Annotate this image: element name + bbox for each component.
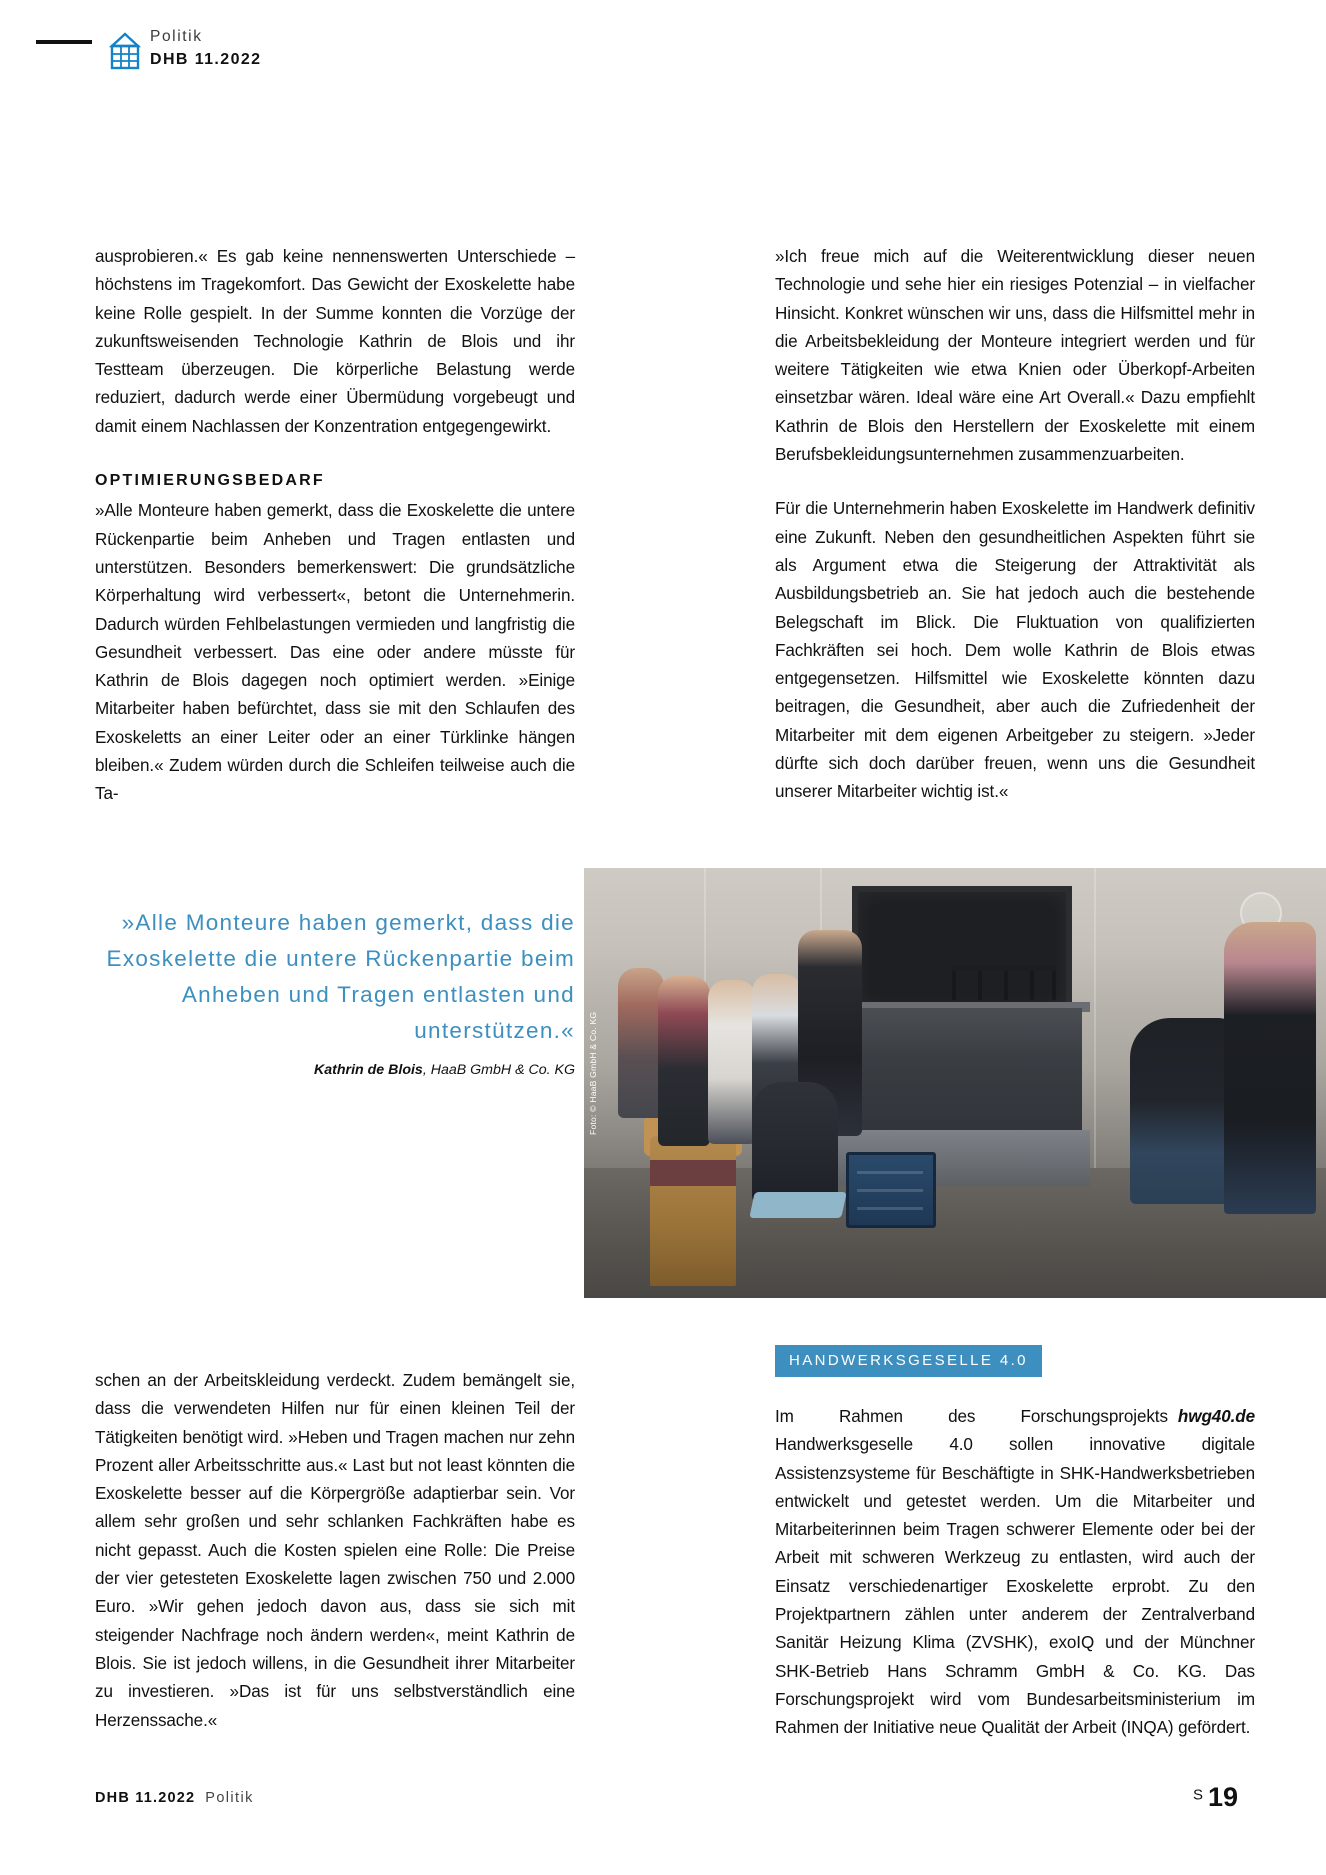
person-crouching [752, 1082, 838, 1204]
pull-quote [95, 905, 575, 1078]
person-standing-right [1224, 922, 1316, 1214]
chair-seat [650, 1160, 736, 1186]
floor-mat [749, 1192, 847, 1218]
infobox-link[interactable]: hwg40.de [1177, 1407, 1255, 1426]
footer-page-prefix: S [1192, 1786, 1204, 1804]
infobox-title: HANDWERKSGESELLE 4.0 [775, 1345, 1042, 1377]
infobox-body [775, 1403, 1255, 1743]
paragraph: »Ich freue mich auf die Weiterentwicklung dieser neuen Technologie und sehe hier ein riesiges Potenzial – in vielfacher Hinsicht. Konkret wünschen wir uns, dass die Hilfsmittel mehr in die Arbeitsbekleidung der Monteure integriert werden und für weitere Tätigkeiten wie etwa Knien oder Überkopf-Arbeiten einsetzbar wären. Ideal wäre eine Art Overall.« Dazu empfiehlt Kathrin de Blois den Herstellern der Exoskelette mit einem Berufsbekleidungsunternehmen zusammenzuarbeiten. [775, 247, 1255, 465]
pull-quote-text: »Alle Monteure haben gemerkt, dass die Exoskelette die untere Rückenpartie beim Anheben und Tragen entlasten und unterstützen.« [106, 910, 575, 1043]
infobox-text: Im Rahmen des Forschungsprojekts Handwerksgeselle 4.0 sollen innovative digitale Assistenzsysteme für Beschäftigte in SHK-Handwerksbetrieben entwickelt und getestet werden. Um die Mitarbeiter und Mitarbeiterinnen beim Tragen schwerer Elemente oder bei der Arbeit mit schweren Werkzeug zu entlasten, wird auch der Einsatz verschiedenartiger Exoskelette erprobt. Zu den Projektpartnern zählen unter anderem der Zentralverband Sanitär Heizung Klima (ZVSHK), exoIQ und der Münchner SHK-Betrieb Hans Schramm GmbH & Co. KG. Das Forschungsprojekt wird vom Bundesarbeitsministerium im Rahmen der Initiative neue Qualität der Arbeit (INQA) gefördert. [775, 1407, 1255, 1738]
person [708, 980, 756, 1144]
page-header [0, 0, 1326, 110]
footer-left [95, 1790, 254, 1806]
factory-icon [108, 30, 142, 72]
header-texts [150, 28, 261, 69]
paragraph: schen an der Arbeitskleidung verdeckt. Zudem bemängelt sie, dass die verwendeten Hilfen nur für einen kleinen Teil der Tätigkeiten benötigt wird. »Heben und Tragen machen nur zehn Prozent aller Arbeitsschritte aus.« Last but not least könnten die Exoskelette besser auf die Körpergröße adaptierbar sein. Vor allem sehr großen und sehr schlanken Fachkräften habe es nicht gepasst. Auch die Kosten spielen eine Rolle: Die Preise der vier getesteten Exoskelette lagen zwischen 750 und 2.000 Euro. »Wir gehen jedoch davon aus, dass sie sich mit steigender Nachfrage noch ändern werden«, meint Kathrin de Blois. Sie ist jedoch willens, in die Gesundheit ihrer Mitarbeiter zu investieren. »Das ist für uns selbstverständlich eine Herzenssache.« [95, 1371, 575, 1730]
footer-page-number: 19 [1207, 1782, 1238, 1812]
wooden-chair [650, 1136, 736, 1286]
footer-right [1193, 1782, 1238, 1813]
wall-seam [1094, 868, 1096, 1168]
footer-section: Politik [205, 1790, 254, 1806]
header-issue: DHB 11.2022 [150, 51, 262, 68]
pull-quote-affiliation: , HaaB GmbH & Co. KG [422, 1062, 575, 1078]
paragraph: Für die Unternehmerin haben Exoskelette im Handwerk definitiv eine Zukunft. Neben den gesundheitlichen Aspekten führt sie als Argument etwa die Steigerung der Attraktivität als Ausbildungsbetrieb an. Sie hat jedoch auch die bestehende Belegschaft im Blick. Die Fluktuation von qualifizierten Fachkräften sei hoch. Dem wolle Kathrin de Blois etwas entgegensetzen. Hilfsmittel wie Exoskelette könnten dazu beitragen, die Gesundheit, aber auch die Zufriedenheit der Mitarbeiter mit dem eigenen Arbeitgeber zu steigern. »Jeder dürfte sich doch darüber freuen, wenn uns die Gesundheit unserer Mitarbeiter wichtig ist.« [775, 499, 1255, 802]
paragraph: »Alle Monteure haben gemerkt, dass die Exoskelette die untere Rückenpartie beim Anheben und Tragen entlasten und unterstützen. Besonders bemerkenswert: Die grundsätzliche Körperhaltung wird verbessert«, betont die Unternehmerin. Dadurch würden Fehlbelastungen vermieden und langfristig die Gesundheit verbessert. Das eine oder andere müsste für Kathrin de Blois dagegen noch optimiert werden. »Einige Mitarbeiter haben befürchtet, dass sie mit den Schlaufen des Exoskeletts an einer Leiter oder an einer Türklinke hängen bleiben.« Zudem würden durch die Schleifen teilweise auch die Ta- [95, 501, 575, 804]
footer-issue: DHB 11.2022 [95, 1790, 196, 1806]
article-column-top-left [95, 243, 575, 809]
workbench-cabinet [834, 1008, 1082, 1134]
article-column-bottom-left [95, 1367, 575, 1735]
article-photo [584, 868, 1326, 1298]
carrying-crate [846, 1152, 936, 1228]
pull-quote-attribution [95, 1062, 575, 1078]
exoskeleton-rack [952, 966, 1056, 1006]
header-rule [36, 40, 92, 44]
page-footer [0, 1782, 1326, 1850]
photo-scene [584, 868, 1326, 1298]
header-kicker: Politik [150, 28, 203, 45]
infobox [775, 1403, 1255, 1743]
person [658, 976, 710, 1146]
article-column-top-right [775, 243, 1255, 807]
section-subheading: OPTIMIERUNGSBEDARF [95, 472, 325, 490]
paragraph: ausprobieren.« Es gab keine nennenswerten Unterschiede – höchstens im Tragekomfort. Das Gewicht der Exoskelette habe keine Rolle gespielt. In der Summe konnten die Vorzüge der zukunftsweisenden Technologie Kathrin de Blois und ihr Testteam überzeugen. Die körperliche Belastung werde reduziert, dadurch werde einer Übermüdung vorgebeugt und damit einem Nachlassen der Konzentration entgegengewirkt. [95, 247, 575, 436]
pull-quote-author: Kathrin de Blois [314, 1062, 423, 1078]
photo-credit: Foto: © HaaB GmbH & Co. KG [588, 1011, 598, 1135]
